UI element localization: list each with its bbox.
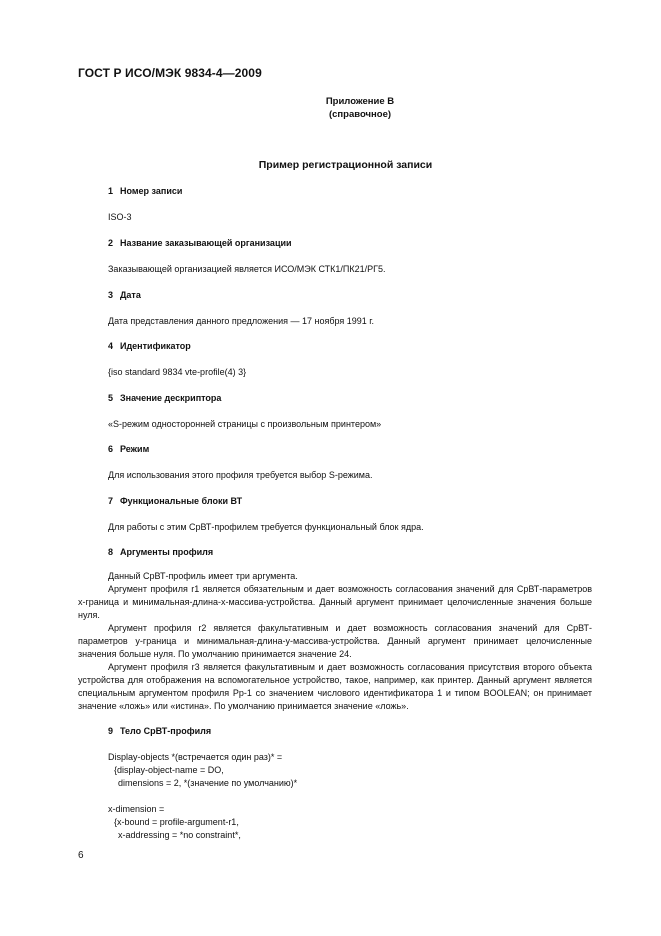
code-line: x-addressing = *no constraint*, xyxy=(118,830,241,840)
section-heading xyxy=(108,496,242,506)
section-body: {iso standard 9834 vte-profile(4) 3} xyxy=(108,367,247,377)
argument-paragraph: Аргумент профиля r2 является факультативным и дает возможность согласования значений для СрВТ-параметров y-граница и минимальная-длина-y-массива-устройства. Данный аргумент принимает целочисленные значения больше нуля. По умолчанию принимается значение 24. xyxy=(78,623,592,659)
section-number: 3 xyxy=(108,290,114,300)
section-heading xyxy=(108,341,191,351)
section-body: «S-режим односторонней страницы с произвольным принтером» xyxy=(108,419,382,429)
section-body: Заказывающей организацией является ИСО/МЭК СТК1/ПК21/РГ5. xyxy=(108,264,386,274)
code-line: dimensions = 2, *(значение по умолчанию)* xyxy=(118,778,298,788)
section-number: 6 xyxy=(108,444,114,454)
section-title: Название заказывающей организации xyxy=(120,238,292,248)
section-title: Дата xyxy=(120,290,141,300)
code-line: x-dimension = xyxy=(108,804,165,814)
section-title: Номер записи xyxy=(120,186,183,196)
section-body: Дата представления данного предложения — 17 ноября 1991 г. xyxy=(108,316,374,326)
argument-paragraph: Аргумент профиля r1 является обязательным и дает возможность согласования значений для СрВТ-параметров x-граница и минимальная-длина-x-массива-устройства. Данный аргумент принимает целочисленные значения больше нуля. xyxy=(78,584,592,620)
section-heading xyxy=(108,393,221,403)
section-title: Тело СрВТ-профиля xyxy=(120,726,212,736)
section-number: 1 xyxy=(108,186,114,196)
section-title: Режим xyxy=(120,444,150,454)
section-number: 4 xyxy=(108,341,114,351)
section-number: 8 xyxy=(108,547,114,557)
annex-type: (справочное) xyxy=(328,109,392,120)
code-line: Display-objects *(встречается один раз)* = xyxy=(108,752,283,762)
section-heading xyxy=(108,726,211,736)
code-line: {display-object-name = DO, xyxy=(114,765,224,775)
annex-title: Приложение В xyxy=(325,96,395,107)
section-title: Значение дескриптора xyxy=(120,393,222,403)
section-body: ISO-3 xyxy=(108,212,132,222)
section-number: 5 xyxy=(108,393,114,403)
annex-heading xyxy=(300,95,420,121)
document-title: Пример регистрационной записи xyxy=(258,159,433,171)
standard-header: ГОСТ Р ИСО/МЭК 9834-4—2009 xyxy=(78,66,262,80)
section-title: Аргументы профиля xyxy=(120,547,214,557)
section-number: 9 xyxy=(108,726,114,736)
section-title: Функциональные блоки ВТ xyxy=(120,496,243,506)
section-heading xyxy=(108,444,149,454)
section-heading xyxy=(108,186,182,196)
section-heading xyxy=(108,547,213,557)
section-number: 2 xyxy=(108,238,114,248)
argument-paragraph: Аргумент профиля r3 является факультативным и дает возможность согласования присутствия второго объекта устройства для отображения на вспомогательное устройство, такое, например, как принтер. Данный аргумент является специальным аргументом профиля Pp-1 со значением числового идентификатора 1 и типом BOOLEAN; он принимает значение «ложь» или «истина». По умолчанию принимается значение «ложь». xyxy=(78,662,592,711)
section-number: 7 xyxy=(108,496,114,506)
code-line: {x-bound = profile-argument-r1, xyxy=(114,817,239,827)
section-body: Для работы с этим СрВТ-профилем требуется функциональный блок ядра. xyxy=(108,522,424,532)
section-heading xyxy=(108,238,292,248)
section-body: Для использования этого профиля требуется выбор S-режима. xyxy=(108,470,373,480)
page-number: 6 xyxy=(78,850,84,861)
section-title: Идентификатор xyxy=(120,341,191,351)
argument-paragraph: Данный СрВТ-профиль имеет три аргумента. xyxy=(108,571,298,581)
section-heading xyxy=(108,290,141,300)
